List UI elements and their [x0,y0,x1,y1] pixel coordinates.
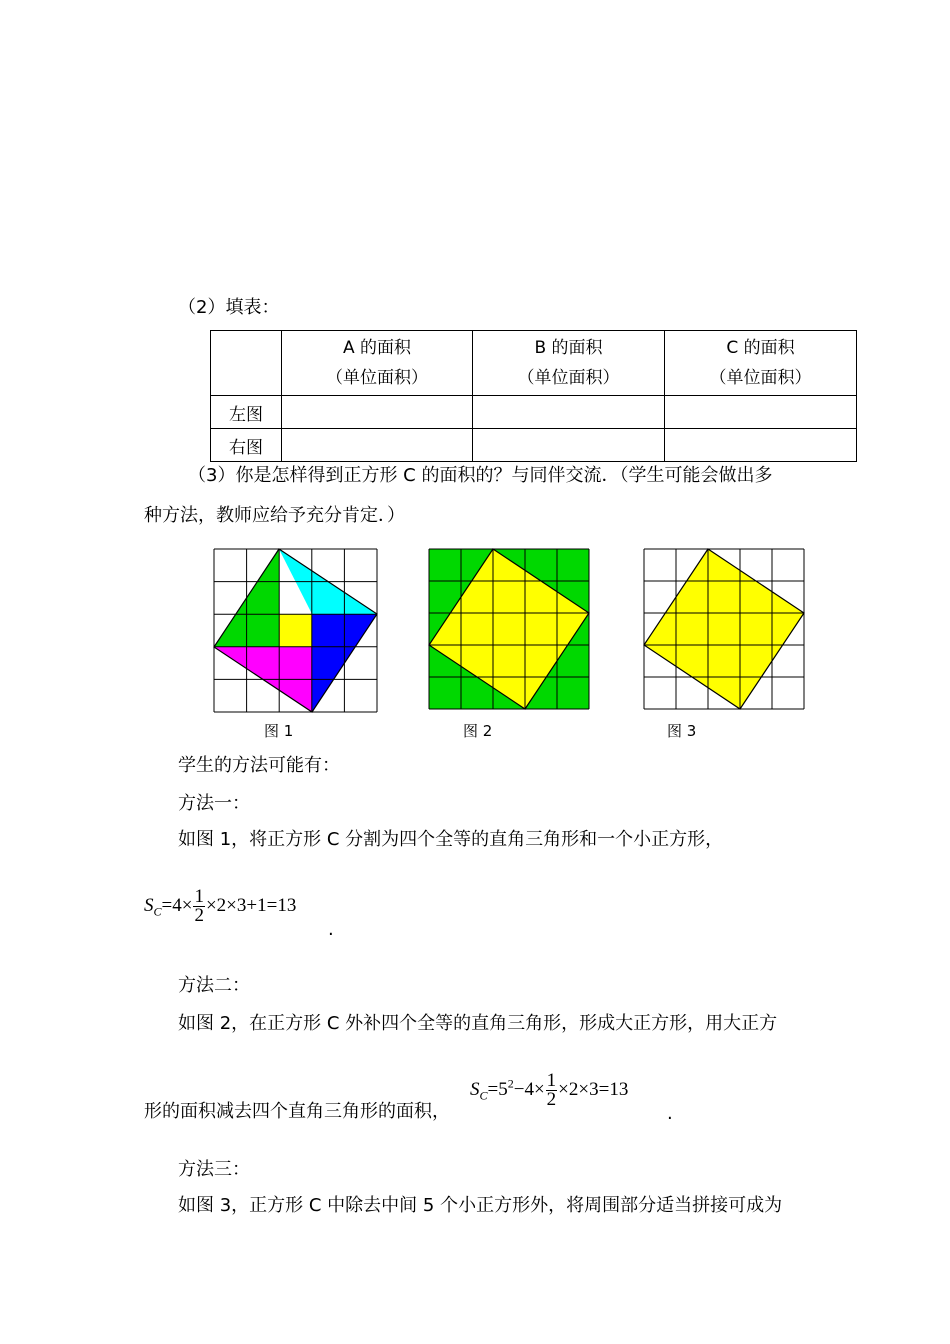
figure-2-caption: 图 2 [463,722,493,740]
table-header-a [282,331,473,396]
row-label-left: 左图 [211,396,282,429]
formula1-den: 2 [194,905,204,926]
formula2-part-b: −4× [513,1078,545,1100]
header-c-line2: （单位面积） [709,368,812,388]
figure-1-caption: 图 1 [264,722,294,740]
header-c-line1: C 的面积 [726,338,795,358]
formula2-den: 2 [546,1089,557,1110]
formula2-s: S [470,1078,480,1100]
formula1-part-b: ×2×3+1=13 [205,894,297,916]
figure-3-caption: 图 3 [667,722,697,740]
table-row [211,396,857,429]
formula1-num: 1 [194,886,204,907]
cell-right-c[interactable] [665,429,857,462]
method3-title: 方法三： [178,1159,250,1180]
row-label-right: 右图 [211,429,282,462]
formula1-fraction [193,888,205,925]
method3-text: 如图 3，正方形 C 中除去中间 5 个小正方形外，将周围部分适当拼接可成为 [178,1195,783,1216]
formula1-sub: C [153,904,162,919]
cell-left-c[interactable] [665,396,857,429]
cell-right-a[interactable] [282,429,473,462]
q3-line1: （3）你是怎样得到正方形 C 的面积的？与同伴交流．（学生可能会做出多 [188,465,773,486]
figure-2 [428,548,591,712]
formula2-part-c: ×2×3=13 [558,1078,629,1100]
header-a-line2: （单位面积） [326,368,428,388]
table-corner-cell [211,331,282,396]
table-row [211,429,857,462]
fill-table [210,330,857,462]
formula1-part-a: =4× [161,894,193,916]
header-b-line1: B 的面积 [534,338,603,358]
formula2-sub: C [479,1088,488,1103]
formula2-part-a: =5 [487,1078,508,1100]
method2-formula [470,1072,628,1109]
figure-1 [213,548,380,715]
method1-formula [144,888,296,925]
cell-left-a[interactable] [282,396,473,429]
header-b-line2: （单位面积） [517,368,620,388]
cell-left-b[interactable] [473,396,665,429]
formula2-sup: 2 [507,1076,514,1091]
method2-period: . [667,1103,673,1124]
q3-line2: 种方法，教师应给予充分肯定．） [144,505,405,526]
methods-intro: 学生的方法可能有： [178,755,340,776]
method2-text1: 如图 2，在正方形 C 外补四个全等的直角三角形，形成大正方形，用大正方 [178,1013,778,1034]
formula2-fraction [546,1072,558,1109]
table-header-b [473,331,665,396]
method2-text2: 形的面积减去四个直角三角形的面积， [144,1101,450,1122]
figure-3 [643,548,806,712]
q2-title: （2）填表： [178,297,280,318]
method2-title: 方法二： [178,975,250,996]
method1-period: . [328,919,334,940]
method1-title: 方法一： [178,793,250,814]
header-a-line1: A 的面积 [342,338,412,358]
method1-text: 如图 1，将正方形 C 分割为四个全等的直角三角形和一个小正方形， [178,829,724,850]
cell-right-b[interactable] [473,429,665,462]
fig3-yellow-square [644,549,804,709]
formula1-s: S [144,894,154,916]
table-header-c [665,331,857,396]
fig1-center-square [279,614,312,647]
formula2-num: 1 [546,1070,557,1091]
